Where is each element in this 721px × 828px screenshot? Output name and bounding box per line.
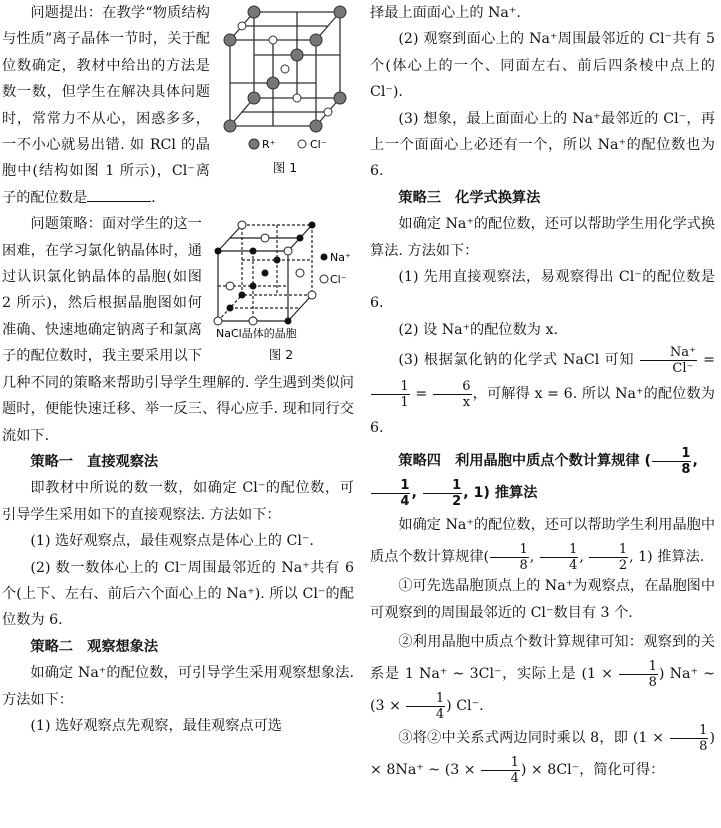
fraction-1-4 [406, 691, 445, 722]
na-ion-legend-icon [321, 254, 328, 261]
strategy-2-step-3: (3) 想象，最上面面心上的 Na⁺最邻近的 Cl⁻，再上一个面面心上必还有一个，所以 Na⁺的配位数也为 6. [370, 110, 715, 180]
fraction-1-4 [481, 755, 520, 786]
strategy-4-step-2-mid: ) Na⁺ ~ (3 × [370, 666, 715, 715]
fraction-1-8 [652, 446, 691, 477]
strategy-4-step-2-text: ②利用晶胞中质点个数计算规律可知：观察到的关系是 1 Na⁺ ~ 3Cl⁻，实际上是 (1 × [370, 634, 715, 683]
fraction-numerator: 1 [406, 691, 445, 707]
legend-na-label: Na⁺ [330, 251, 351, 265]
strategy-4-intro: 如确定 Na⁺的配位数，还可以帮助学生利用晶胞中质点个数计算规律( $\frac{1}{8}$ , $\frac{1}{4}$ , $\frac{1}{2}$ , 1) 推算法. [370, 517, 716, 573]
strategy-3-result: ，可解得 x = 6. 所以 Na⁺的配位数为 6. [370, 386, 715, 437]
fraction-denominator: x [462, 394, 471, 410]
strategy-2-step-2: (2) 观察到面心上的 Na⁺周围最邻近的 Cl⁻共有 5 个(体心上的一个、同面左右、前后四条棱中点上的 Cl⁻). [370, 31, 715, 101]
fraction-6-x [433, 379, 472, 410]
strategy-3-step-3 [370, 343, 715, 445]
figure-2-caption: 图 2 [268, 347, 294, 363]
fraction-denominator: 4 [569, 557, 578, 573]
strategy-4-step-3 [370, 722, 715, 786]
fraction-numerator: 1 [589, 542, 628, 558]
figure-1 [216, 2, 354, 180]
strategy-2-step-1-cont: 择最上面面心上的 Na⁺. [370, 5, 521, 21]
strategy-1-step-1: (1) 选好观察点，最佳观察点是体心上的 Cl⁻. [30, 533, 314, 550]
problem-text: 问题提出：在教学“物质结构与性质”离子晶体一节时，关于配位数确定，教材中给出的方法是数一数，但学生在解决具体问题时，常常力不从心，困惑多多，一不小心就易出错. 如 RCl 的晶胞中(结构如图 1 所示)，Cl⁻离子的配位数是 [2, 5, 210, 206]
strategy-2-heading: 策略二 观察想象法 [30, 638, 159, 655]
fraction-denominator: 1 [400, 394, 409, 410]
fraction-denominator: 8 [681, 461, 691, 477]
legend-cl-label-2: Cl⁻ [330, 273, 347, 287]
fraction-denominator: 4 [510, 770, 519, 786]
strategy-4-intro-end: , 1) 推算法. [629, 549, 705, 566]
left-column [2, 0, 354, 739]
fraction-denominator: 2 [618, 557, 628, 573]
legend-cl-label: Cl⁻ [310, 138, 327, 151]
fraction-1-8 [619, 659, 658, 690]
figure-2 [208, 213, 354, 365]
strategy-1-heading: 策略一 直接观察法 [30, 453, 159, 470]
fraction-1-8 [490, 542, 529, 573]
strategy-4-heading: 策略四 利用晶胞中质点个数计算规律 ( $\frac{1}{8}$ , $\frac{1}{4}$ , $\frac{1}{2}$ , 1) 推算法 [370, 445, 715, 509]
fraction-denominator: 8 [519, 557, 528, 573]
strategy-3-heading: 策略三 化学式换算法 [398, 189, 541, 206]
strategy-4-step-3-mid: ) × 8Na⁺ ~ (3 × [370, 730, 715, 779]
fraction-1-8 [670, 723, 709, 754]
strategy-4-step-3-end: ) × 8Cl⁻，简化可得： [520, 762, 665, 779]
strategy-3-step-2: (2) 设 Na⁺的配位数为 x. [398, 321, 559, 338]
equals-sign: = [415, 386, 428, 403]
strategy-3-intro: 如确定 Na⁺的配位数，还可以帮助学生用化学式换算法. 方法如下： [370, 216, 716, 259]
fraction-na-cl [640, 345, 696, 376]
nacl-cell-label: NaCl晶体的晶胞 [216, 327, 297, 341]
fraction-denominator: 8 [699, 738, 708, 754]
strategy-3-step-1: (1) 先用直接观察法，易观察得出 Cl⁻的配位数是 6. [370, 269, 715, 312]
strategy-1-intro: 即教材中所说的数一数，如确定 Cl⁻的配位数，可引导学生采用如下的直接观察法. 方法如下： [2, 480, 354, 523]
cl-ion-legend-icon-2 [320, 275, 328, 283]
cl-ion-legend-icon [298, 140, 306, 148]
fraction-denominator: 4 [400, 493, 410, 509]
fraction-numerator: 6 [433, 379, 472, 395]
fraction-denominator: Cl⁻ [672, 360, 694, 376]
fraction-1-4 [371, 478, 410, 509]
fraction-1-4 [540, 542, 579, 573]
strategy-2-step-1: (1) 选好观察点先观察，最佳观察点可选 [30, 717, 282, 734]
strategy-4-step-3-text: ③将②中关系式两边同时乘以 8，即 (1 × [398, 730, 665, 747]
fraction-numerator: 1 [652, 446, 691, 462]
problem-end: . [151, 189, 156, 206]
strategy-1-step-2: (2) 数一数体心上的 Cl⁻周围最邻近的 Na⁺共有 6 个(上下、左右、前后六个面心上的 Na⁺). 所以 Cl⁻的配位数为 6. [2, 559, 354, 629]
fraction-denominator: 2 [452, 493, 462, 509]
strategy-4-heading-text: 策略四 利用晶胞中质点个数计算规律 [398, 453, 640, 470]
strategy-4-step-1: ①可先选晶胞顶点上的 Na⁺为观察点，在晶胞图中可观察到的周围最邻近的 Cl⁻数目有 3 个. [370, 578, 716, 621]
fraction-1-2 [423, 478, 462, 509]
strategy-4-step-2-end: ) Cl⁻. [446, 698, 484, 715]
fraction-numerator: 1 [371, 478, 410, 494]
strategy-4-step-2 [370, 626, 715, 722]
answer-blank [87, 187, 151, 202]
fraction-denominator: 8 [648, 674, 657, 690]
strategy-4-heading-end: , 1) 推算法 [463, 485, 538, 502]
fraction-numerator: 1 [423, 478, 462, 494]
equals-sign: = [703, 352, 715, 369]
fraction-1-1 [371, 379, 410, 410]
fraction-numerator: Na⁺ [640, 345, 696, 361]
fraction-numerator: 1 [371, 379, 410, 395]
strategy-4-intro-text: 如确定 Na⁺的配位数，还可以帮助学生利用晶胞中质点个数计算规律( [370, 517, 716, 566]
fraction-1-2 [589, 542, 628, 573]
strategy-intro: 问题策略：面对学生的这一困难，在学习氯化钠晶体时，通过认识氯化钠晶体的晶胞(如图 2 所示)，然后根据晶胞图如何准确、快速地确定钠离子和氯离子的配位数时，我主要采用以下几种不同的策略来帮助引导学生理解的. 学生遇到类似问题时，便能快速迁移、举一反三、得心应手. 现和同行交流如下. [2, 216, 354, 444]
fraction-numerator: 1 [540, 542, 579, 558]
r-ion-legend-icon [249, 139, 259, 149]
figure-1-caption: 图 1 [272, 160, 298, 175]
rcl-unit-cell-diagram [216, 2, 354, 154]
right-column [370, 0, 715, 786]
fraction-numerator: 1 [670, 723, 709, 739]
fraction-numerator: 1 [490, 542, 529, 558]
strategy-2-intro: 如确定 Na⁺的配位数，可引导学生采用观察想象法. 方法如下： [2, 665, 354, 708]
legend-r-label: R⁺ [262, 138, 276, 151]
fraction-denominator: 4 [435, 706, 445, 722]
nacl-unit-cell-diagram [208, 213, 354, 341]
fraction-numerator: 1 [619, 659, 658, 675]
fraction-numerator: 1 [481, 755, 520, 771]
strategy-3-step-3-text: (3) 根据氯化钠的化学式 NaCl 可知 [398, 352, 635, 369]
